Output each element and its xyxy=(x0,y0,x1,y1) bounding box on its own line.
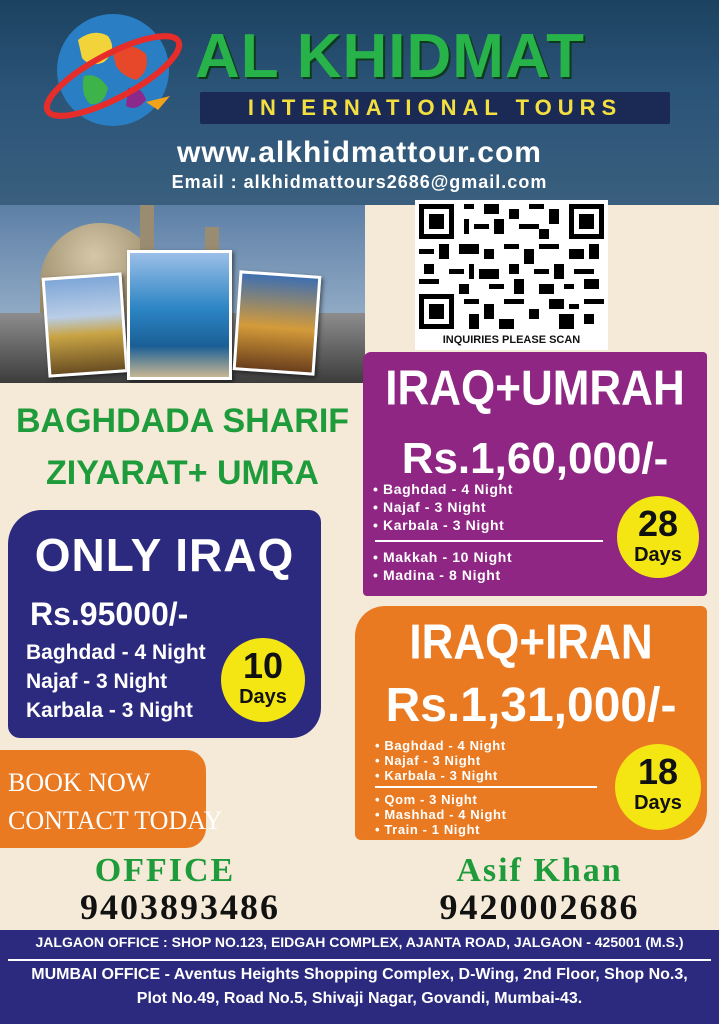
itinerary-item: Baghdad - 4 Night xyxy=(26,641,206,664)
days-unit: Days xyxy=(239,686,287,708)
package-only-iraq xyxy=(8,510,321,738)
shrine-gate-photo xyxy=(233,270,322,375)
days-badge xyxy=(221,638,305,722)
itinerary-item: • Qom - 3 Night xyxy=(375,792,478,807)
ziyarat-heading xyxy=(0,395,365,499)
mumbai-address-line-2: Plot No.49, Road No.5, Shivaji Nagar, Govandi, Mumbai-43. xyxy=(136,990,583,1007)
package-itinerary-iraq xyxy=(373,480,513,534)
book-now-banner[interactable] xyxy=(0,750,223,848)
office-phone[interactable]: 9403893486 xyxy=(80,887,280,927)
package-title: ONLY IRAQ xyxy=(34,529,295,581)
itinerary-item: Karbala - 3 Night xyxy=(26,699,193,722)
days-badge xyxy=(615,744,701,830)
itinerary-item: • Mashhad - 4 Night xyxy=(375,807,507,822)
qr-code[interactable] xyxy=(415,200,608,350)
shrine-photo-collage xyxy=(0,205,365,383)
jalgaon-address: JALGAON OFFICE : SHOP NO.123, EIDGAH COMPLEX, AJANTA ROAD, JALGAON - 425001 (M.S.) xyxy=(35,934,684,950)
itinerary-item: • Najaf - 3 Night xyxy=(373,499,487,515)
footer-divider xyxy=(8,959,711,961)
itinerary-item: • Baghdad - 4 Night xyxy=(373,481,513,497)
package-itinerary-iraq xyxy=(375,738,506,783)
contact-person-name: Asif Khan xyxy=(456,852,623,889)
days-number: 18 xyxy=(637,751,679,792)
itinerary-item: • Baghdad - 4 Night xyxy=(375,738,506,753)
cta-line-1: BOOK NOW xyxy=(8,768,151,797)
package-title: IRAQ+UMRAH xyxy=(385,361,685,416)
ziyarat-line-1: BAGHDADA SHARIF xyxy=(15,402,350,440)
mumbai-address-line-1: MUMBAI OFFICE - Aventus Heights Shopping Complex, D-Wing, 2nd Floor, Shop No.3, xyxy=(31,966,688,983)
header xyxy=(0,0,719,205)
cta-line-2: CONTACT TODAY xyxy=(8,806,223,835)
golden-dome-photo xyxy=(42,272,129,377)
itinerary-item: • Karbala - 3 Night xyxy=(375,768,498,783)
itinerary-item: • Makkah - 10 Night xyxy=(373,549,513,565)
package-title: IRAQ+IRAN xyxy=(409,615,653,670)
email-link[interactable]: Email : alkhidmattours2686@gmail.com xyxy=(171,172,548,192)
package-itinerary-umrah xyxy=(373,548,512,584)
divider xyxy=(375,540,603,542)
globe-logo-icon xyxy=(38,10,188,130)
brand-title: AL KHIDMAT xyxy=(195,22,585,91)
divider xyxy=(375,786,597,788)
brand-tagline: INTERNATIONAL TOURS xyxy=(200,92,670,124)
itinerary-item: • Najaf - 3 Night xyxy=(375,753,481,768)
package-price: Rs.1,60,000/- xyxy=(401,434,669,483)
package-price: Rs.1,31,000/- xyxy=(385,679,677,732)
package-price: Rs.95000/- xyxy=(30,596,189,632)
contact-person-phone[interactable]: 9420002686 xyxy=(439,887,640,927)
itinerary-item: • Madina - 8 Night xyxy=(373,567,501,583)
days-number: 28 xyxy=(637,503,679,544)
qr-code-icon xyxy=(419,204,604,329)
itinerary-item: • Karbala - 3 Night xyxy=(373,517,505,533)
days-badge xyxy=(617,496,699,578)
days-unit: Days xyxy=(634,792,682,814)
package-itinerary-iran xyxy=(375,792,507,837)
office-label: OFFICE xyxy=(94,852,236,889)
ziyarat-line-2: ZIYARAT+ UMRA xyxy=(46,454,319,492)
footer-addresses xyxy=(0,930,719,1024)
blue-mosque-photo xyxy=(127,250,232,380)
itinerary-item: Najaf - 3 Night xyxy=(26,670,168,693)
package-iraq-umrah xyxy=(363,352,707,596)
days-number: 10 xyxy=(242,645,284,686)
package-itinerary xyxy=(26,638,206,725)
package-iraq-iran xyxy=(355,606,707,840)
days-unit: Days xyxy=(634,544,682,566)
website-link[interactable]: www.alkhidmattour.com xyxy=(177,136,542,169)
itinerary-item: • Train - 1 Night xyxy=(375,822,481,837)
qr-caption: INQUIRIES PLEASE SCAN xyxy=(442,334,581,346)
